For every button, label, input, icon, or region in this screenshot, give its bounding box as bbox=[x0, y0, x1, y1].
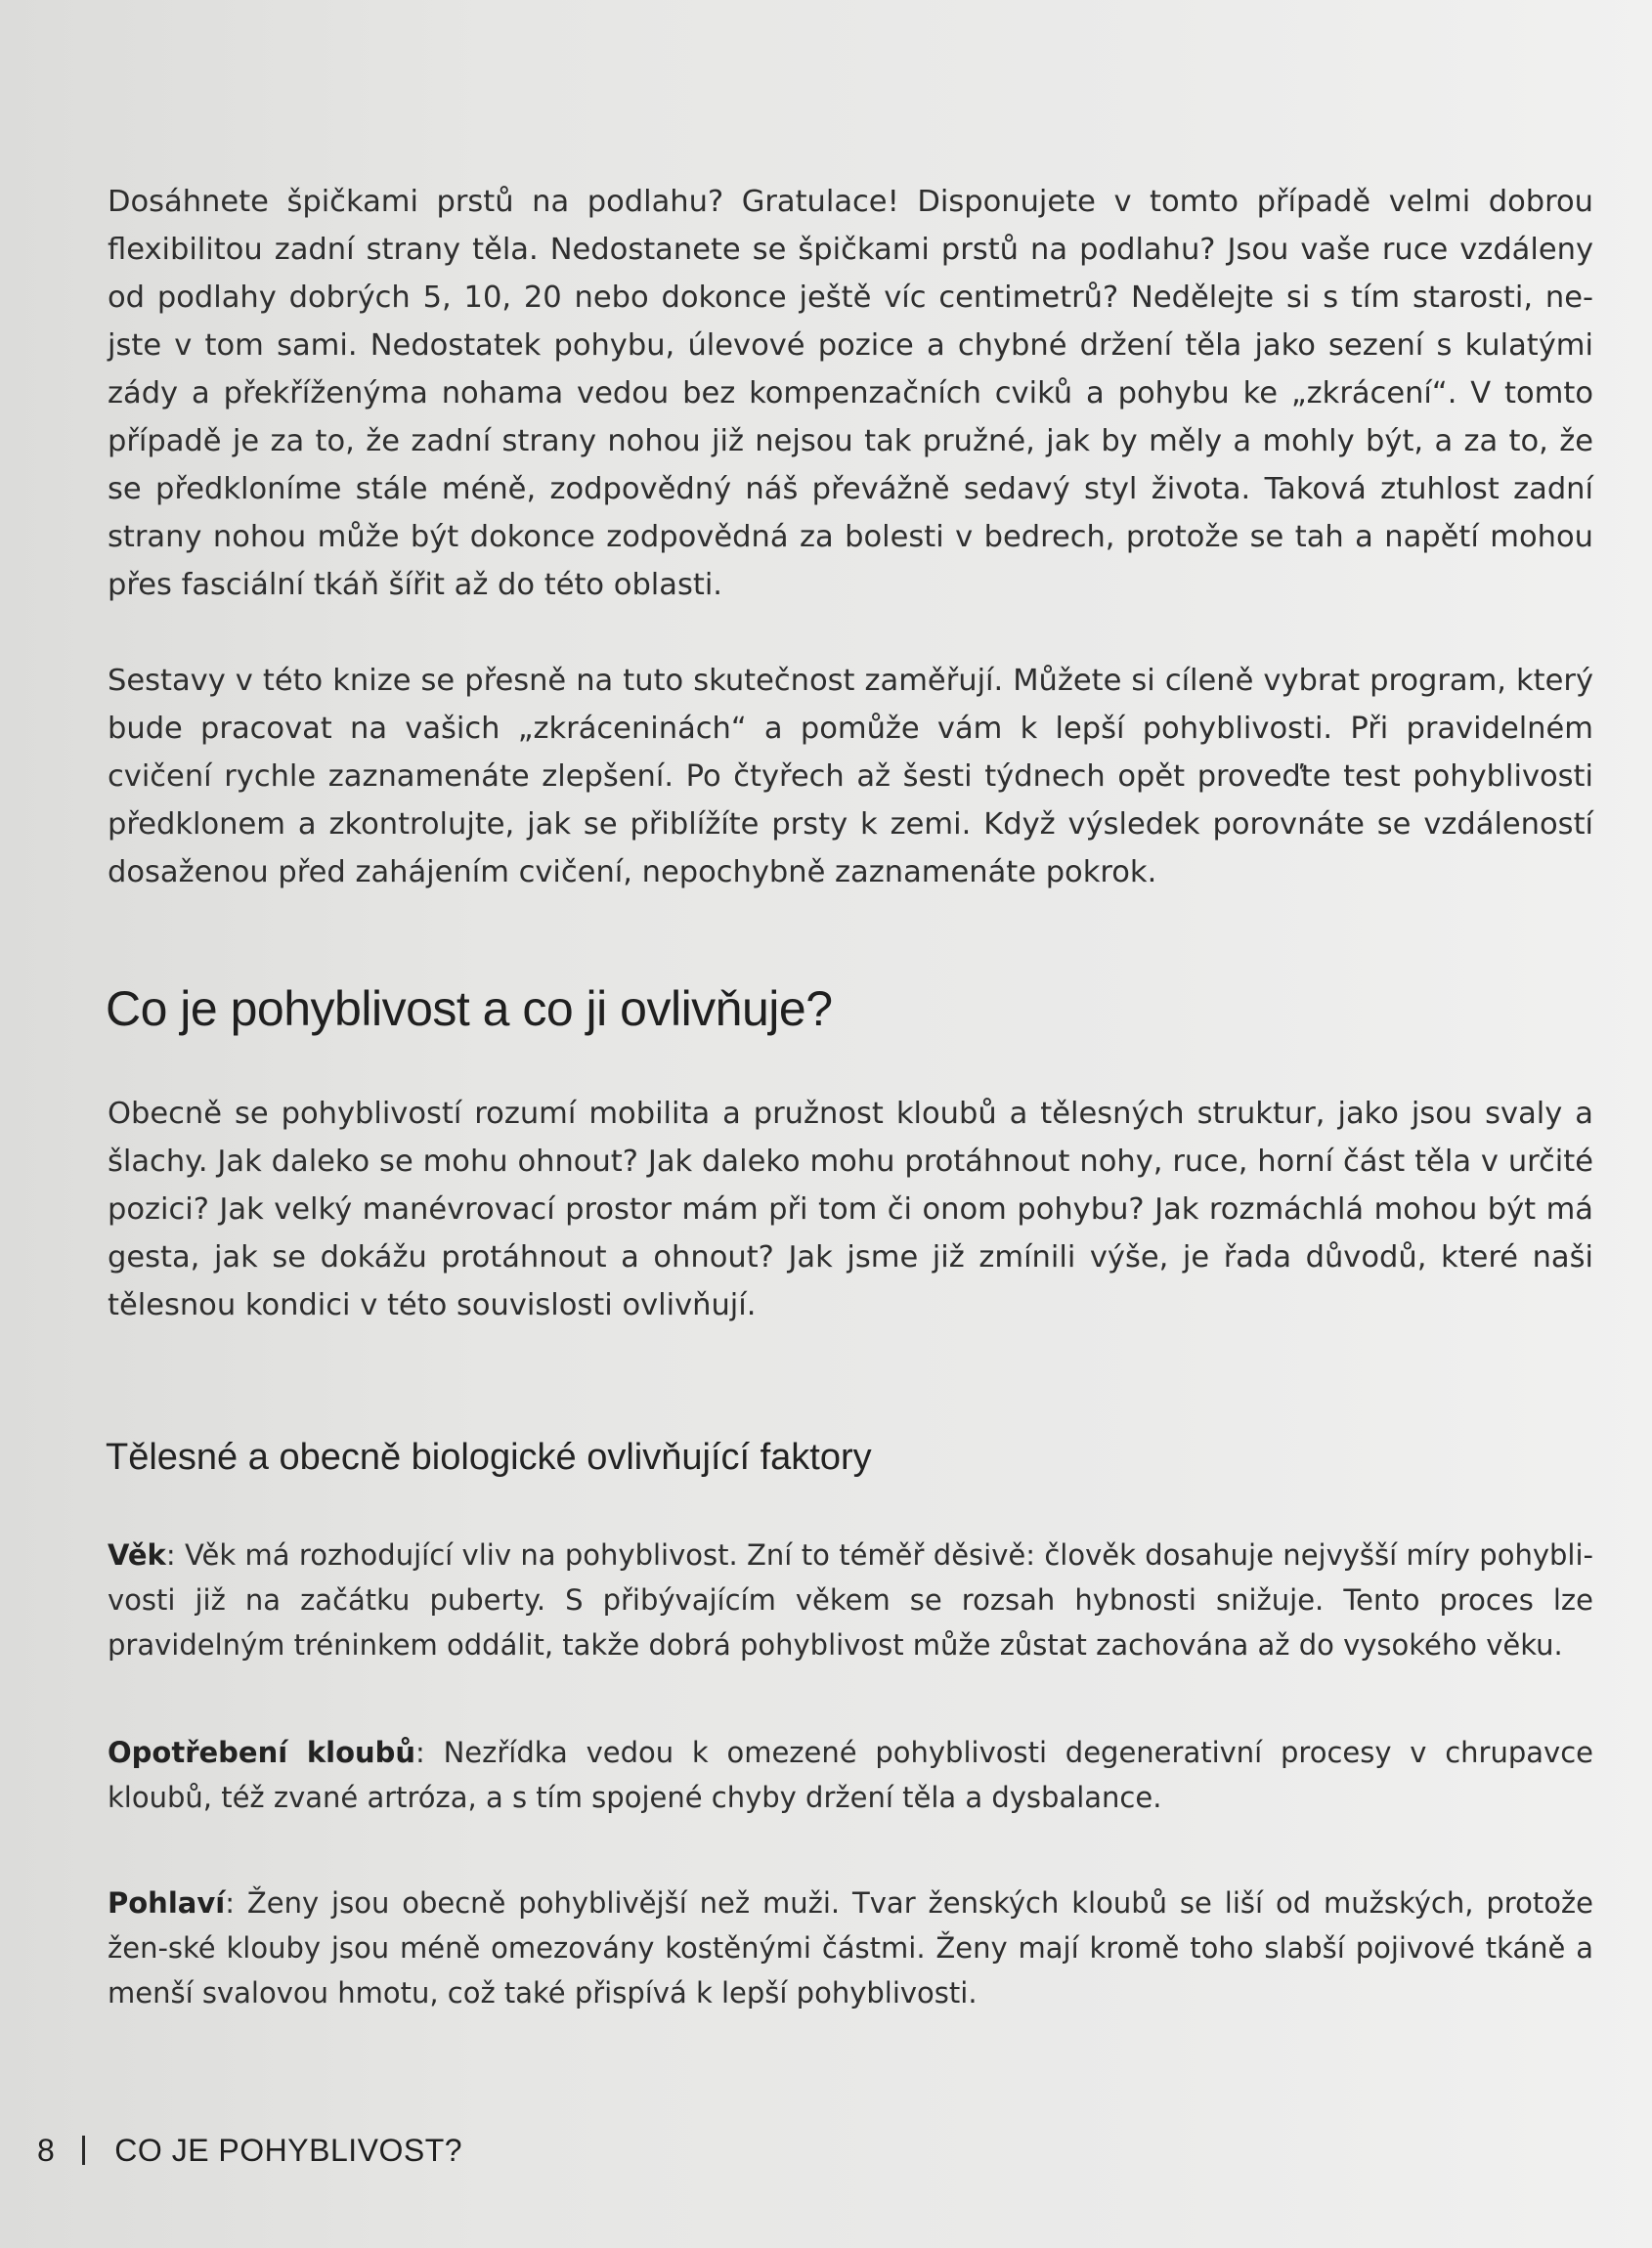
factor-text: : Věk má rozhodující vliv na pohyblivost. Zní to téměř děsivě: člověk dosahuje nejvyšší míry pohybli-vosti již na začátku puberty. S přibývajícím věkem se rozsah hybnosti snižuje. Tento proces lze pravidelným tréninkem oddálit, takže dobrá pohyblivost může zůstat zachována až do vysokého věku. bbox=[108, 1538, 1593, 1662]
footer-divider bbox=[82, 2136, 85, 2165]
program-paragraph: Sestavy v této knize se přesně na tuto skutečnost zaměřují. Můžete si cíleně vybrat program, který bude pracovat na vašich „zkráceninách“ a pomůže vám k lepší pohyblivosti. Při pravidelném cvičení rychle zaznamenáte zlepšení. Po čtyřech až šesti týdnech opět proveďte test pohyblivosti předklonem a zkontrolujte, jak se přiblížíte prsty k zemi. Když výsledek porovnáte se vzdáleností dosaženou před zahájením cvičení, nepochybně zaznamenáte pokrok. bbox=[108, 664, 1593, 889]
page-number: 8 bbox=[37, 2133, 56, 2168]
page-footer bbox=[37, 2131, 462, 2170]
factor-age bbox=[108, 1533, 1593, 1667]
running-header: CO JE POHYBLIVOST? bbox=[114, 2133, 463, 2168]
factor-term: Pohlaví bbox=[108, 1886, 226, 1920]
intro-paragraph: Dosáhnete špičkami prstů na podlahu? Gratulace! Disponujete v tomto případě velmi dobrou flexibilitou zadní strany těla. Nedostanete se špičkami prstů na podlahu? Jsou vaše ruce vzdáleny od podlahy dobrých 5, 10, 20 nebo dokonce ještě víc centimetrů? Nedělejte si s tím starosti, ne-jste v tom sami. Nedostatek pohybu, úlevové pozice a chybné držení těla jako sezení s kulatými zády a překříženýma nohama vedou bez kompenzačních cviků a pohybu ke „zkrácení“. V tomto případě je za to, že zadní strany nohou již nejsou tak pružné, jak by měly a mohly být, a za to, že se předkloníme stále méně, zodpovědný náš převážně sedavý styl života. Taková ztuhlost zadní strany nohou může být dokonce zodpovědná za bolesti v bedrech, protože se tah a napětí mohou přes fasciální tkáň šířit až do této oblasti. bbox=[108, 185, 1593, 602]
factor-term: Opotřebení kloubů bbox=[108, 1736, 416, 1769]
definition-paragraph: Obecně se pohyblivostí rozumí mobilita a pružnost kloubů a tělesných struktur, jako jsou svaly a šlachy. Jak daleko se mohu ohnout? Jak daleko mohu protáhnout nohy, ruce, horní část těla v určité pozici? Jak velký manévrovací prostor mám při tom či onom pohybu? Jak rozmáchlá mohou být má gesta, jak se dokážu protáhnout a ohnout? Jak jsme již zmínili výše, je řada důvodů, které naši tělesnou kondici v této souvislosti ovlivňují. bbox=[108, 1097, 1593, 1322]
factor-term: Věk bbox=[108, 1538, 166, 1572]
factor-sex bbox=[108, 1881, 1593, 2015]
factor-text: : Ženy jsou obecně pohyblivější než muži. Tvar ženských kloubů se liší od mužských, protože žen-ské klouby jsou méně omezovány kostěnými částmi. Ženy mají kromě toho slabší pojivové tkáně a menší svalovou hmotu, což také přispívá k lepší pohyblivosti. bbox=[108, 1886, 1593, 2010]
subsection-heading: Tělesné a obecně biologické ovlivňující faktory bbox=[106, 1437, 872, 1478]
section-heading: Co je pohyblivost a co ji ovlivňuje? bbox=[106, 981, 833, 1036]
factor-joint-wear bbox=[108, 1730, 1593, 1820]
factor-text: : Nezřídka vedou k omezené pohyblivosti degenerativní procesy v chrupavce kloubů, též zvané artróza, a s tím spojené chyby držení těla a dysbalance. bbox=[108, 1736, 1593, 1814]
